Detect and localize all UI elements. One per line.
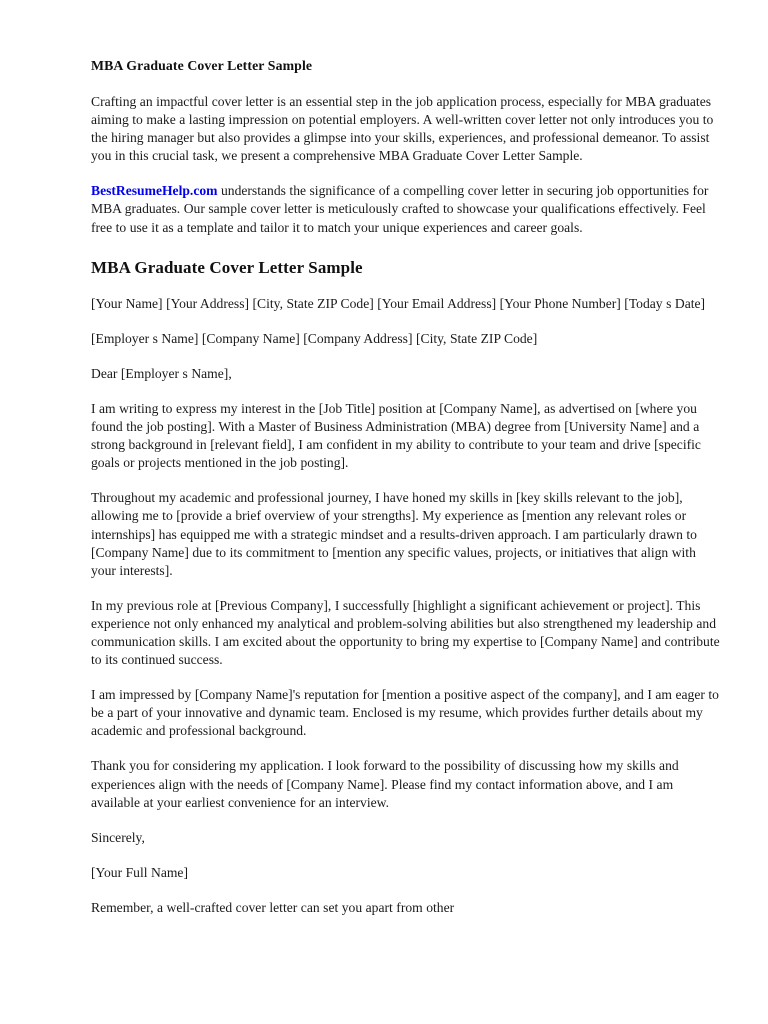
sender-address-block: [Your Name] [Your Address] [City, State ZIP Code] [Your Email Address] [Your Phone Number] [Today s Date] bbox=[91, 295, 706, 311]
recipient-address-block: [Employer s Name] [Company Name] [Company Address] [City, State ZIP Code] bbox=[91, 330, 538, 346]
body-paragraph-1: I am writing to express my interest in the [Job Title] position at [Company Name], as advertised on [where you found the job posting]. With a Master of Business Administration (MBA) degree from [University Name] and a strong background in [relevant field], I am confident in my ability to contribute to your team and drive [specific goals or projects mentioned in the job posting]. bbox=[91, 400, 701, 471]
body-paragraph-2: Throughout my academic and professional journey, I have honed my skills in [key skills relevant to the job], allowing me to [provide a brief overview of your strengths]. My experience as [mention any relevant roles or internships] has equipped me with a strategic mindset and a results-driven approach. I am particularly drawn to [Company Name] due to its commitment to [mention any specific values, projects, or initiatives that align with your interests]. bbox=[91, 490, 697, 578]
signature-placeholder: [Your Full Name] bbox=[91, 864, 188, 880]
body-paragraph-4: I am impressed by [Company Name]'s reputation for [mention a positive aspect of the company], and I am eager to be a part of your innovative and dynamic team. Enclosed is my resume, which provides further details about my academic and professional background. bbox=[91, 687, 719, 739]
intro-paragraph: Crafting an impactful cover letter is an essential step in the job application process, especially for MBA graduates aiming to make a lasting impression on potential employers. A well-written cover letter not only introduces you to the hiring manager but also provides a glimpse into your skills, experiences, and professional demeanor. To assist you in this crucial task, we present a comprehensive MBA Graduate Cover Letter Sample. bbox=[91, 94, 714, 164]
promo-paragraph-text: understands the significance of a compelling cover letter in securing job opportunities for MBA graduates. Our sample cover letter is meticulously crafted to showcase your qualifications effectively. Feel free to use it as a template and tailor it to match your unique experiences and career goals. bbox=[91, 183, 709, 235]
document-body bbox=[91, 57, 721, 917]
footer-note: Remember, a well-crafted cover letter can set you apart from other bbox=[91, 899, 455, 915]
closing-salutation: Sincerely, bbox=[91, 829, 145, 845]
intro-heading: MBA Graduate Cover Letter Sample bbox=[91, 58, 313, 73]
bestresumehelp-link[interactable]: BestResumeHelp.com bbox=[91, 183, 218, 199]
body-paragraph-5: Thank you for considering my application. I look forward to the possibility of discussing how my skills and experiences align with the needs of [Company Name]. Please find my contact information above, and I am available at your earliest convenience for an interview. bbox=[91, 758, 679, 810]
promo-paragraph bbox=[91, 182, 721, 236]
salutation: Dear [Employer s Name], bbox=[91, 365, 232, 381]
sample-heading: MBA Graduate Cover Letter Sample bbox=[91, 257, 363, 277]
body-paragraph-3: In my previous role at [Previous Company], I successfully [highlight a significant achievement or project]. This experience not only enhanced my analytical and problem-solving abilities but also strengthened my leadership and communication skills. I am excited about the opportunity to bring my expertise to [Company Name] and contribute to its continued success. bbox=[91, 597, 720, 668]
